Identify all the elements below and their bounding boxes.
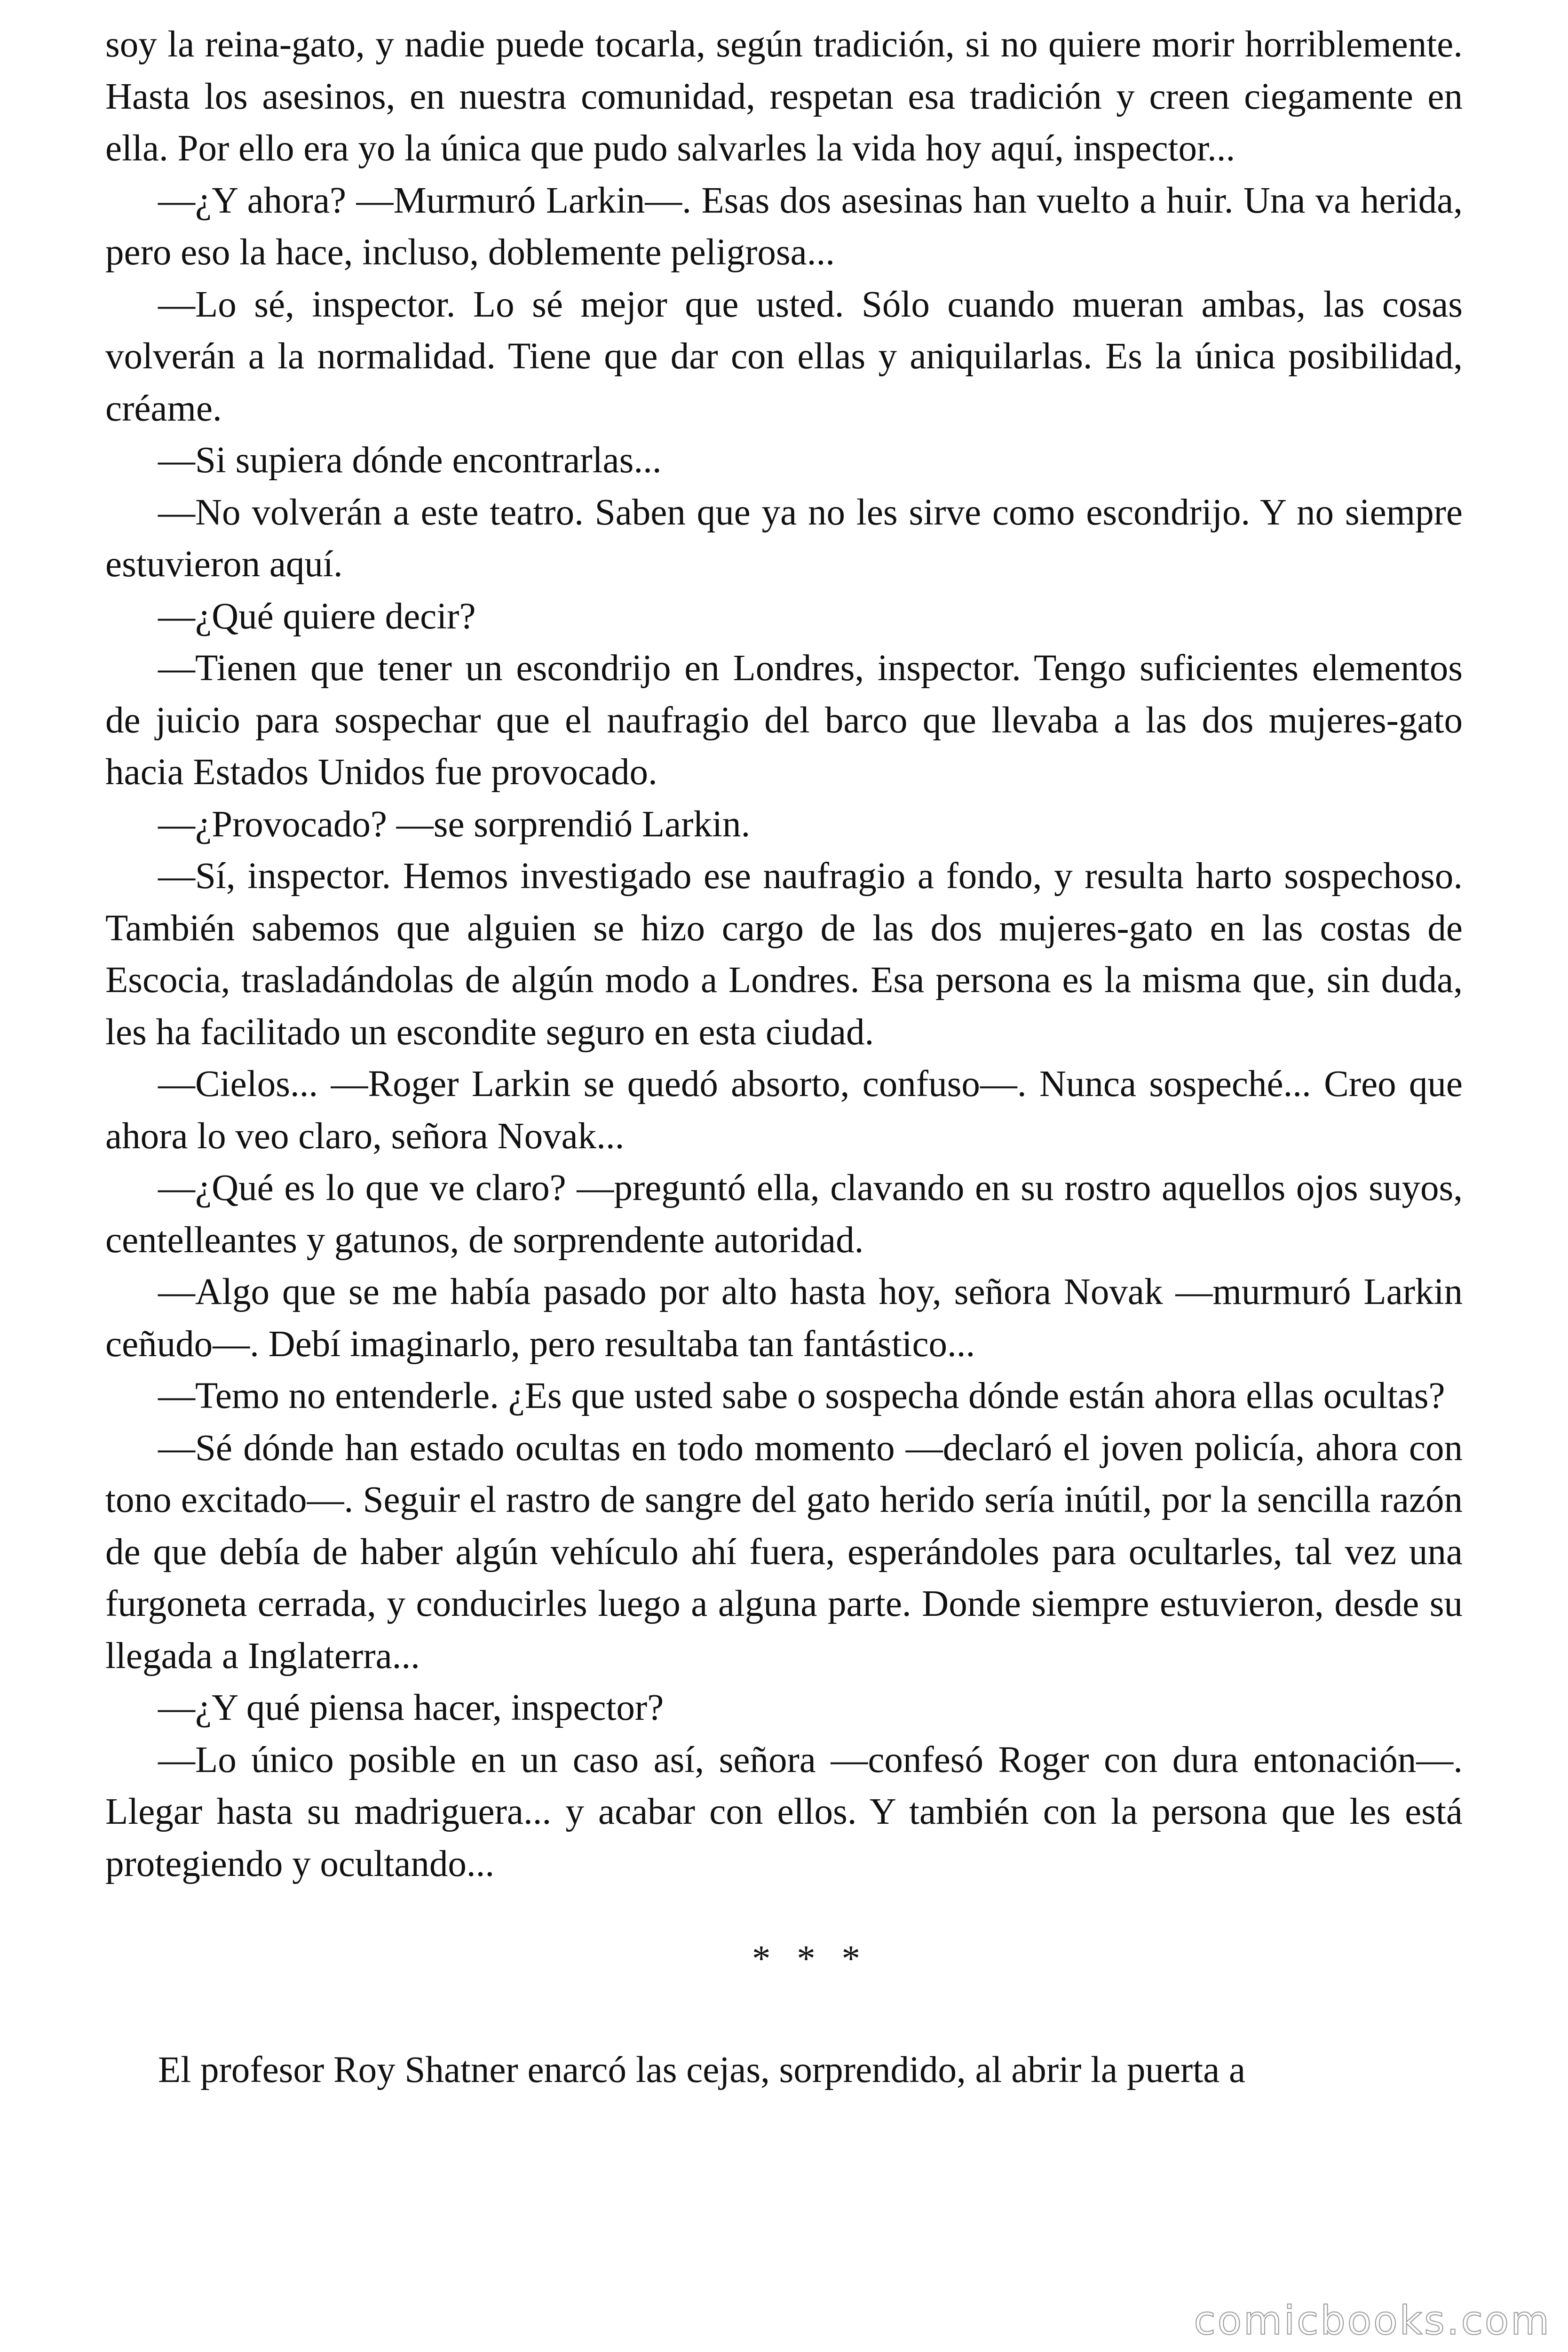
paragraph-6: —¿Qué quiere decir? <box>158 596 476 637</box>
paragraph-14: —Sé dónde han estado ocultas en todo momento —declaró el joven policía, ahora con tono excitado—. Seguir el rastro de sangre del gato herido sería inútil, por la sencilla razón de que debía de haber algún vehículo ahí fuera, esperándoles para ocultarles, tal vez una furgoneta cerrada, y conducirles luego a alguna parte. Donde siempre estuvieron, desde su llegada a Inglaterra... <box>105 1427 1463 1677</box>
paragraph-2: —¿Y ahora? —Murmuró Larkin—. Esas dos asesinas han vuelto a huir. Una va herida, pero eso la hace, incluso, doblemente peligrosa... <box>105 180 1463 273</box>
paragraph-3: —Lo sé, inspector. Lo sé mejor que usted. Sólo cuando mueran ambas, las cosas volverán a la normalidad. Tiene que dar con ellas y aniquilarlas. Es la única posibilidad, créame. <box>105 284 1463 429</box>
paragraph-15: —¿Y qué piensa hacer, inspector? <box>158 1687 664 1728</box>
final-paragraph: El profesor Roy Shatner enarcó las cejas, sorprendido, al abrir la puerta a <box>158 2050 1246 2090</box>
paragraph-5: —No volverán a este teatro. Saben que ya no les sirve como escondrijo. Y no siempre estuvieron aquí. <box>105 492 1463 585</box>
body-text <box>105 19 1463 2097</box>
paragraph-13: —Temo no entenderle. ¿Es que usted sabe o sospecha dónde están ahora ellas ocultas? <box>158 1375 1445 1416</box>
paragraph-7: —Tienen que tener un escondrijo en Londres, inspector. Tengo suficientes elementos de juicio para sospechar que el naufragio del barco que llevaba a las dos mujeres-gato hacia Estados Unidos fue provocado. <box>105 648 1463 793</box>
paragraph-8: —¿Provocado? —se sorprendió Larkin. <box>158 803 751 845</box>
watermark: comicbooks.com <box>1194 2297 1551 2344</box>
paragraph-16: —Lo único posible en un caso así, señora —confesó Roger con dura entonación—. Llegar hasta su madriguera... y acabar con ellos. Y también con la persona que les está protegiendo y ocultando... <box>105 1739 1463 1884</box>
paragraph-12: —Algo que se me había pasado por alto hasta hoy, señora Novak —murmuró Larkin ceñudo—. Debí imaginarlo, pero resultaba tan fantástico... <box>105 1271 1463 1365</box>
paragraph-1: soy la reina-gato, y nadie puede tocarla, según tradición, si no quiere morir horriblemente. Hasta los asesinos, en nuestra comunidad, respetan esa tradición y creen ciegamente en ella. Por ello era yo la única que pudo salvarles la vida hoy aquí, inspector... <box>105 24 1463 169</box>
paragraph-11: —¿Qué es lo que ve claro? —preguntó ella, clavando en su rostro aquellos ojos suyos, centelleantes y gatunos, de sorprendente autoridad. <box>105 1168 1463 1261</box>
paragraph-4: —Si supiera dónde encontrarlas... <box>158 440 662 481</box>
paragraph-9: —Sí, inspector. Hemos investigado ese naufragio a fondo, y resulta harto sospechoso. También sabemos que alguien se hizo cargo de las dos mujeres-gato en las costas de Escocia, trasladándolas de algún modo a Londres. Esa persona es la misma que, sin duda, les ha facilitado un escondite seguro en esta ciudad. <box>105 856 1463 1053</box>
scene-break: * * * <box>752 1939 869 1979</box>
paragraph-10: —Cielos... —Roger Larkin se quedó absorto, confuso—. Nunca sospeché... Creo que ahora lo veo claro, señora Novak... <box>105 1064 1463 1157</box>
